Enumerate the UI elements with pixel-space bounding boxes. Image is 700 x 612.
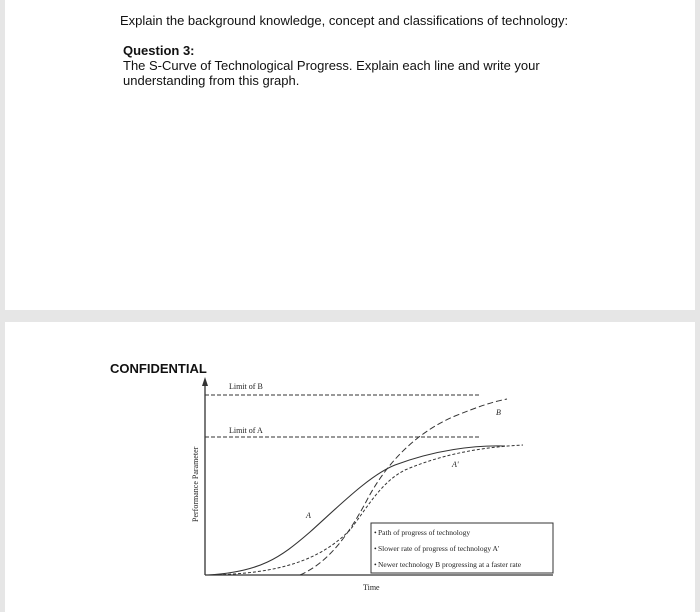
legend-bullet: •	[374, 544, 377, 553]
legend-bullet: •	[374, 528, 377, 537]
confidential-label: CONFIDENTIAL	[110, 361, 207, 376]
curve-a-prime-label: A'	[452, 460, 459, 469]
x-axis-label: Time	[363, 583, 380, 592]
question-text: The S-Curve of Technological Progress. Explain each line and write your understanding from this graph.	[123, 58, 540, 88]
curve-a-label: A	[306, 511, 311, 520]
limit-a-label: Limit of A	[229, 426, 263, 435]
legend-item-newer: Newer technology B progressing at a faster rate	[378, 560, 522, 569]
legend-bullet: •	[374, 560, 377, 569]
curve-b-label: B	[496, 408, 501, 417]
legend-item-slower: Slower rate of progress of technology A'	[378, 544, 500, 553]
limit-b-label: Limit of B	[229, 382, 263, 391]
y-axis-label: Performance Parameter	[191, 446, 200, 522]
figure-card	[5, 322, 695, 612]
legend-item-path: Path of progress of technology	[378, 528, 471, 537]
question-card	[5, 0, 695, 310]
y-axis-arrow	[202, 377, 208, 386]
question-title: Question 3:	[123, 43, 195, 58]
s-curve-figure	[5, 322, 695, 612]
legend	[371, 523, 553, 573]
question-intro: Explain the background knowledge, concept and classifications of technology:	[120, 13, 569, 28]
